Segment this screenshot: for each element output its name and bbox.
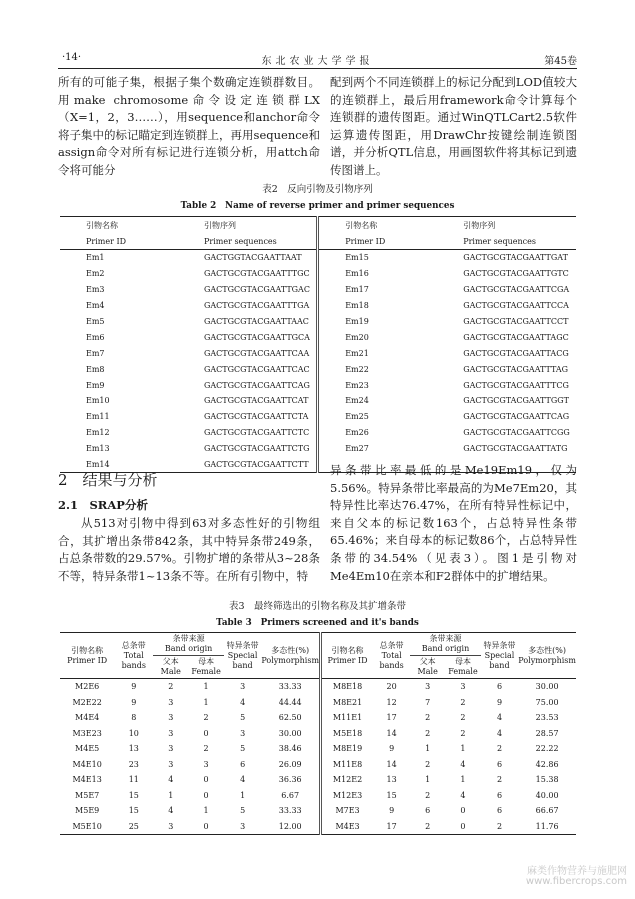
- total-bands-cell: 9: [131, 682, 137, 692]
- primer-id-cell: Em15: [318, 250, 432, 266]
- total-bands-cell: 15: [128, 790, 139, 800]
- male-cell: 2: [425, 759, 431, 769]
- polymorphism-cell: 44.44: [278, 697, 302, 707]
- primer-id-cell: Em13: [86, 444, 110, 454]
- female-cell: 0: [460, 806, 466, 816]
- primer-id-cell: M2E6: [75, 682, 100, 692]
- t2-h-name-cn-b: 引物名称: [318, 217, 432, 234]
- male-cell: 3: [168, 759, 174, 769]
- male-cell: 4: [168, 775, 174, 785]
- watermark-line1: 麻类作物营养与施肥网: [527, 866, 627, 877]
- table2-caption-cn: 表2 反向引物及引物序列: [262, 184, 373, 195]
- female-cell: 4: [460, 759, 466, 769]
- male-cell: 3: [168, 713, 174, 723]
- primer-sequence-cell: GACTGCGTACGAATTGCA: [204, 332, 310, 342]
- polymorphism-cell: 12.00: [261, 819, 320, 835]
- t3-h-name-b: 引物名称 Primer ID: [321, 633, 374, 679]
- primer-sequence-cell: GACTGCGTACGAATTCTG: [204, 444, 310, 454]
- special-band-cell: 2: [481, 819, 518, 835]
- table-row: [60, 757, 576, 773]
- polymorphism-cell: 15.38: [535, 775, 559, 785]
- special-band-cell: 4: [240, 775, 246, 785]
- special-band-cell: 6: [496, 806, 503, 816]
- male-cell: 6: [425, 806, 431, 816]
- primer-sequence-cell: GACTGCGTACGAATTGAC: [204, 285, 310, 295]
- primer-sequence-cell: GACTGCGTACGAATTCTC: [204, 428, 310, 438]
- total-bands-cell: 15: [128, 806, 139, 816]
- primer-sequence-cell: GACTGCGTACGAATTCAG: [463, 412, 570, 422]
- primer-id-cell: Em1: [86, 253, 105, 263]
- t3-h-origin-b: 条带来源 Band origin: [410, 633, 481, 656]
- total-bands-cell: 15: [386, 790, 397, 800]
- table2-caption-en: Table 2 Name of reverse primer and primer sequences: [180, 201, 455, 211]
- primer-id-cell: M5E7: [75, 790, 100, 800]
- table-row: [60, 441, 576, 457]
- t2-h-seq-en-a: Primer sequences: [172, 233, 318, 250]
- female-cell: 4: [460, 790, 466, 800]
- primer-id-cell: M2E22: [72, 697, 102, 707]
- primer-id-cell: M12E2: [321, 772, 374, 788]
- body-text-right-top: 配到两个不同连锁群上的标记分配到LOD值较大的连锁群上，最后用framework命令计算每个连锁群的遗传图距。通过WinQTLCart2.5软件运算遗传图距，用DrawChr按键绘制连锁图谱，并分析QTL信息，用画图软件将其标记到遗传图谱上。: [330, 75, 577, 177]
- table2-body: [60, 250, 576, 473]
- primer-id-cell: M11E8: [321, 757, 374, 773]
- polymorphism-cell: 6.67: [281, 790, 300, 800]
- special-band-cell: 4: [496, 713, 503, 723]
- primer-id-cell: M11E1: [321, 710, 374, 726]
- female-cell: 1: [460, 775, 466, 785]
- primer-id-cell: Em24: [318, 393, 432, 409]
- primer-sequence-cell: GACTGCGTACGAATTCCA: [463, 301, 569, 311]
- primer-id-cell: M8E19: [321, 741, 374, 757]
- female-cell: 1: [203, 682, 209, 692]
- t3-h-male-a: 父本 Male: [153, 656, 188, 679]
- polymorphism-cell: 38.46: [278, 744, 302, 754]
- primer-sequence-cell: GACTGCGTACGAATTATG: [463, 444, 568, 454]
- female-cell: 2: [460, 728, 466, 738]
- table-row: [60, 345, 576, 361]
- primer-sequence-cell: GACTGCGTACGAATTTAG: [463, 364, 569, 374]
- special-band-cell: 3: [240, 728, 246, 738]
- primer-id-cell: Em21: [318, 345, 432, 361]
- total-bands-cell: 11: [128, 775, 139, 785]
- male-cell: 4: [168, 806, 174, 816]
- table-row: [60, 710, 576, 726]
- male-cell: 2: [425, 790, 431, 800]
- primer-sequence-cell: GACTGCGTACGAATTCTT: [172, 457, 318, 473]
- primer-sequence-cell: GACTGCGTACGAATTCGA: [463, 285, 570, 295]
- polymorphism-cell: 33.33: [278, 682, 302, 692]
- watermark-line2: www.fibercrops.com: [525, 876, 627, 887]
- primer-id-cell: M5E9: [75, 806, 100, 816]
- primer-sequence-cell: GACTGCGTACGAATTGAT: [463, 253, 568, 263]
- primer-sequence-cell: GACTGCGTACGAATTTGA: [204, 301, 310, 311]
- male-cell: 2: [425, 728, 431, 738]
- t2-h-seq-en-b: Primer sequences: [431, 233, 576, 250]
- primer-sequence-cell: GACTGCGTACGAATTAGC: [463, 332, 569, 342]
- polymorphism-cell: 66.67: [535, 806, 559, 816]
- primer-id-cell: Em18: [318, 298, 432, 314]
- table-row: [60, 409, 576, 425]
- total-bands-cell: 8: [131, 713, 137, 723]
- polymorphism-cell: 36.36: [278, 775, 302, 785]
- total-bands-cell: 17: [373, 819, 410, 835]
- total-bands-cell: 9: [389, 806, 395, 816]
- primer-id-cell: Em14: [60, 457, 172, 473]
- t3-h-poly-a: 多态性(%) Polymorphism: [261, 633, 320, 679]
- total-bands-cell: 20: [386, 682, 397, 692]
- female-cell: 1: [203, 806, 209, 816]
- table-row: [60, 266, 576, 282]
- page-number: ·14·: [62, 52, 82, 63]
- primer-id-cell: Em17: [318, 282, 432, 298]
- table-row: [60, 741, 576, 757]
- primer-id-cell: Em7: [86, 348, 105, 358]
- primer-id-cell: Em2: [86, 269, 105, 279]
- primer-id-cell: Em22: [318, 361, 432, 377]
- male-cell: 3: [153, 819, 188, 835]
- table-row: [60, 329, 576, 345]
- primer-id-cell: Em5: [86, 317, 105, 326]
- volume-label: 第45卷: [544, 56, 577, 67]
- male-cell: 2: [410, 819, 445, 835]
- primer-id-cell: M12E3: [321, 788, 374, 804]
- primer-id-cell: Em19: [318, 314, 432, 330]
- body-text-right-bottom: 异条带比率最低的是Me19Em19，仅为5.56%。特异条带比率最高的为Me7Em20，其特异性比率达76.47%，在所有特异性标记中，来自父本的标记数163个，占总特异性条带65.46%；来自母本的标记数86个，占总特异性条带的34.54%（见表3）。图1是引物对Me4Em10在亲本和F2群体中的扩增结果。: [330, 463, 577, 583]
- primer-id-cell: M8E21: [321, 695, 374, 711]
- journal-title: 东北农业大学学报: [261, 56, 374, 67]
- female-cell: 2: [203, 744, 209, 754]
- t3-h-poly-b: 多态性(%) Polymorphism: [518, 633, 576, 679]
- primer-id-cell: Em16: [318, 266, 432, 282]
- table-row: [60, 819, 576, 835]
- t3-h-total-b: 总条带 Total bands: [373, 633, 410, 679]
- female-cell: 0: [445, 819, 481, 835]
- special-band-cell: 6: [496, 759, 503, 769]
- polymorphism-cell: 33.33: [278, 806, 302, 816]
- t3-h-total-a: 总条带 Total bands: [114, 633, 153, 679]
- female-cell: 3: [460, 682, 466, 692]
- female-cell: 1: [203, 697, 209, 707]
- t3-h-female-b: 母本 Female: [445, 656, 481, 679]
- total-bands-cell: 17: [386, 713, 397, 723]
- primer-sequence-cell: GACTGCGTACGAATTGGT: [463, 396, 569, 406]
- total-bands-cell: 9: [389, 744, 395, 754]
- primer-id-cell: Em8: [86, 364, 105, 374]
- page-header: [58, 52, 577, 69]
- t3-h-name-a: 引物名称 Primer ID: [60, 633, 114, 679]
- table-row: [60, 314, 576, 330]
- subsection-2-1-title: 2.1 SRAP分析: [58, 498, 148, 512]
- primer-id-cell: M8E18: [321, 679, 374, 695]
- special-band-cell: 4: [240, 697, 246, 707]
- primer-id-cell: M5E10: [60, 819, 114, 835]
- table-row: [60, 726, 576, 742]
- total-bands-cell: 13: [128, 744, 139, 754]
- primer-id-cell: Em12: [86, 428, 110, 438]
- t3-h-special-a: 特异条带 Special band: [224, 633, 261, 679]
- total-bands-cell: 10: [128, 728, 139, 738]
- male-cell: 1: [168, 790, 174, 800]
- polymorphism-cell: 75.00: [535, 697, 559, 707]
- table-row: [60, 250, 576, 266]
- female-cell: 3: [203, 759, 209, 769]
- total-bands-cell: 23: [128, 759, 139, 769]
- section-2-title: 2 结果与分析: [58, 471, 158, 489]
- body-text-left-top: 所有的可能子集，根据子集个数确定连锁群数目。用make chromosome命令设定连锁群LX（X=1，2，3……），用sequence和anchor命令将子集中的标记瞄定到连锁群上，再用sequence和assign命令对所有标记进行连锁分析，用attch命令将可能分: [58, 75, 320, 177]
- special-band-cell: 5: [240, 806, 246, 816]
- primer-id-cell: M4E4: [75, 713, 100, 723]
- polymorphism-cell: 42.86: [535, 759, 559, 769]
- male-cell: 7: [425, 697, 431, 707]
- special-band-cell: 2: [496, 775, 503, 785]
- primer-id-cell: M4E3: [321, 819, 374, 835]
- table-row: [60, 393, 576, 409]
- primer-id-cell: Em4: [86, 301, 105, 311]
- male-cell: 1: [425, 744, 431, 754]
- primer-id-cell: Em6: [86, 332, 105, 342]
- table3-body: [60, 679, 576, 835]
- primer-sequence-cell: GACTGCGTACGAATTGTC: [463, 269, 569, 279]
- primer-id-cell: Em10: [86, 396, 110, 406]
- special-band-cell: 5: [240, 744, 246, 754]
- polymorphism-cell: 30.00: [278, 728, 302, 738]
- total-bands-cell: 14: [386, 728, 397, 738]
- male-cell: 2: [168, 682, 174, 692]
- total-bands-cell: 14: [386, 759, 397, 769]
- special-band-cell: 3: [240, 682, 246, 692]
- table-row: [60, 803, 576, 819]
- female-cell: 0: [203, 790, 209, 800]
- female-cell: 1: [460, 744, 466, 754]
- female-cell: 0: [203, 728, 209, 738]
- table-row: [60, 377, 576, 393]
- table-row: [60, 425, 576, 441]
- primer-sequence-cell: GACTGCGTACGAATTAAC: [204, 317, 309, 326]
- special-band-cell: 6: [496, 790, 503, 800]
- primer-id-cell: M4E13: [72, 775, 102, 785]
- female-cell: 0: [203, 775, 209, 785]
- primer-id-cell: Em9: [86, 380, 105, 390]
- t3-h-female-a: 母本 Female: [188, 656, 224, 679]
- t2-h-name-en-a: Primer ID: [60, 233, 172, 250]
- primer-id-cell: Em20: [318, 329, 432, 345]
- polymorphism-cell: 22.22: [535, 744, 559, 754]
- t3-h-origin-a: 条带来源 Band origin: [153, 633, 224, 656]
- primer-sequence-cell: GACTGCGTACGAATTCTA: [204, 412, 309, 422]
- polymorphism-cell: 30.00: [535, 682, 559, 692]
- primer-id-cell: Em3: [86, 285, 105, 295]
- polymorphism-cell: 40.00: [535, 790, 559, 800]
- male-cell: 3: [168, 697, 174, 707]
- primer-sequence-cell: GACTGCGTACGAATTCAC: [204, 364, 310, 374]
- male-cell: 3: [168, 744, 174, 754]
- polymorphism-cell: 28.57: [535, 728, 559, 738]
- special-band-cell: 1: [240, 790, 246, 800]
- t2-h-seq-cn-a: 引物序列: [172, 217, 318, 234]
- polymorphism-cell: 62.50: [278, 713, 302, 723]
- primer-id-cell: M3E23: [72, 728, 102, 738]
- female-cell: 2: [460, 697, 466, 707]
- table3-caption-en: Table 3 Primers screened and it's bands: [216, 618, 419, 628]
- t3-h-male-b: 父本 Male: [410, 656, 445, 679]
- special-band-cell: 2: [496, 744, 503, 754]
- table2: [60, 216, 576, 473]
- primer-id-cell: Em11: [86, 412, 110, 422]
- male-cell: 3: [168, 728, 174, 738]
- primer-id-cell: M4E10: [72, 759, 102, 769]
- primer-sequence-cell: GACTGCGTACGAATTCAT: [204, 396, 309, 406]
- primer-id-cell: M7E3: [321, 803, 374, 819]
- primer-sequence-cell: GACTGCGTACGAATTTGC: [204, 269, 310, 279]
- total-bands-cell: 12: [386, 697, 397, 707]
- table-row: [60, 298, 576, 314]
- primer-sequence-cell: GACTGCGTACGAATTACG: [463, 348, 569, 358]
- primer-id-cell: M5E18: [321, 726, 374, 742]
- t2-h-name-en-b: Primer ID: [318, 233, 432, 250]
- special-band-cell: 3: [224, 819, 261, 835]
- table3: [60, 632, 576, 835]
- total-bands-cell: 13: [386, 775, 397, 785]
- body-text-left-bottom: 从513对引物中得到63对多态性好的引物组合，其扩增出条带842条，其中特异条带249条，占总条带数的29.57%。引物扩增的条带从3~28条不等，特异条带1~13条不等。在所有引物中，特: [58, 516, 320, 583]
- female-cell: 0: [188, 819, 224, 835]
- table-row: [60, 679, 576, 695]
- t3-h-special-b: 特异条带 Special band: [481, 633, 518, 679]
- table-row: [60, 772, 576, 788]
- male-cell: 2: [425, 713, 431, 723]
- t2-h-seq-cn-b: 引物序列: [431, 217, 576, 234]
- total-bands-cell: 9: [131, 697, 137, 707]
- primer-id-cell: Em23: [318, 377, 432, 393]
- primer-id-cell: Em25: [318, 409, 432, 425]
- male-cell: 1: [425, 775, 431, 785]
- table3-caption-cn: 表3 最终筛选出的引物名称及其扩增条带: [228, 601, 407, 612]
- special-band-cell: 6: [240, 759, 246, 769]
- special-band-cell: 4: [496, 728, 503, 738]
- t2-h-name-cn-a: 引物名称: [60, 217, 172, 234]
- polymorphism-cell: 26.09: [278, 759, 302, 769]
- table-row: [60, 361, 576, 377]
- primer-sequence-cell: GACTGCGTACGAATTCGG: [463, 428, 570, 438]
- female-cell: 2: [460, 713, 466, 723]
- table-row: [60, 788, 576, 804]
- polymorphism-cell: 23.53: [535, 713, 559, 723]
- special-band-cell: 9: [496, 697, 503, 707]
- male-cell: 3: [425, 682, 431, 692]
- primer-sequence-cell: GACTGGTACGAATTAAT: [204, 253, 302, 263]
- primer-sequence-cell: GACTGCGTACGAATTCCT: [463, 317, 569, 326]
- primer-id-cell: Em27: [318, 441, 432, 457]
- table-row: [60, 695, 576, 711]
- total-bands-cell: 25: [114, 819, 153, 835]
- primer-sequence-cell: GACTGCGTACGAATTCAG: [204, 380, 310, 390]
- female-cell: 2: [203, 713, 209, 723]
- polymorphism-cell: 11.76: [518, 819, 576, 835]
- special-band-cell: 6: [496, 682, 503, 692]
- primer-id-cell: M4E5: [75, 744, 100, 754]
- primer-sequence-cell: GACTGCGTACGAATTTCG: [463, 380, 569, 390]
- primer-id-cell: Em26: [318, 425, 432, 441]
- table-row: [60, 282, 576, 298]
- primer-sequence-cell: GACTGCGTACGAATTCAA: [204, 348, 310, 358]
- special-band-cell: 5: [240, 713, 246, 723]
